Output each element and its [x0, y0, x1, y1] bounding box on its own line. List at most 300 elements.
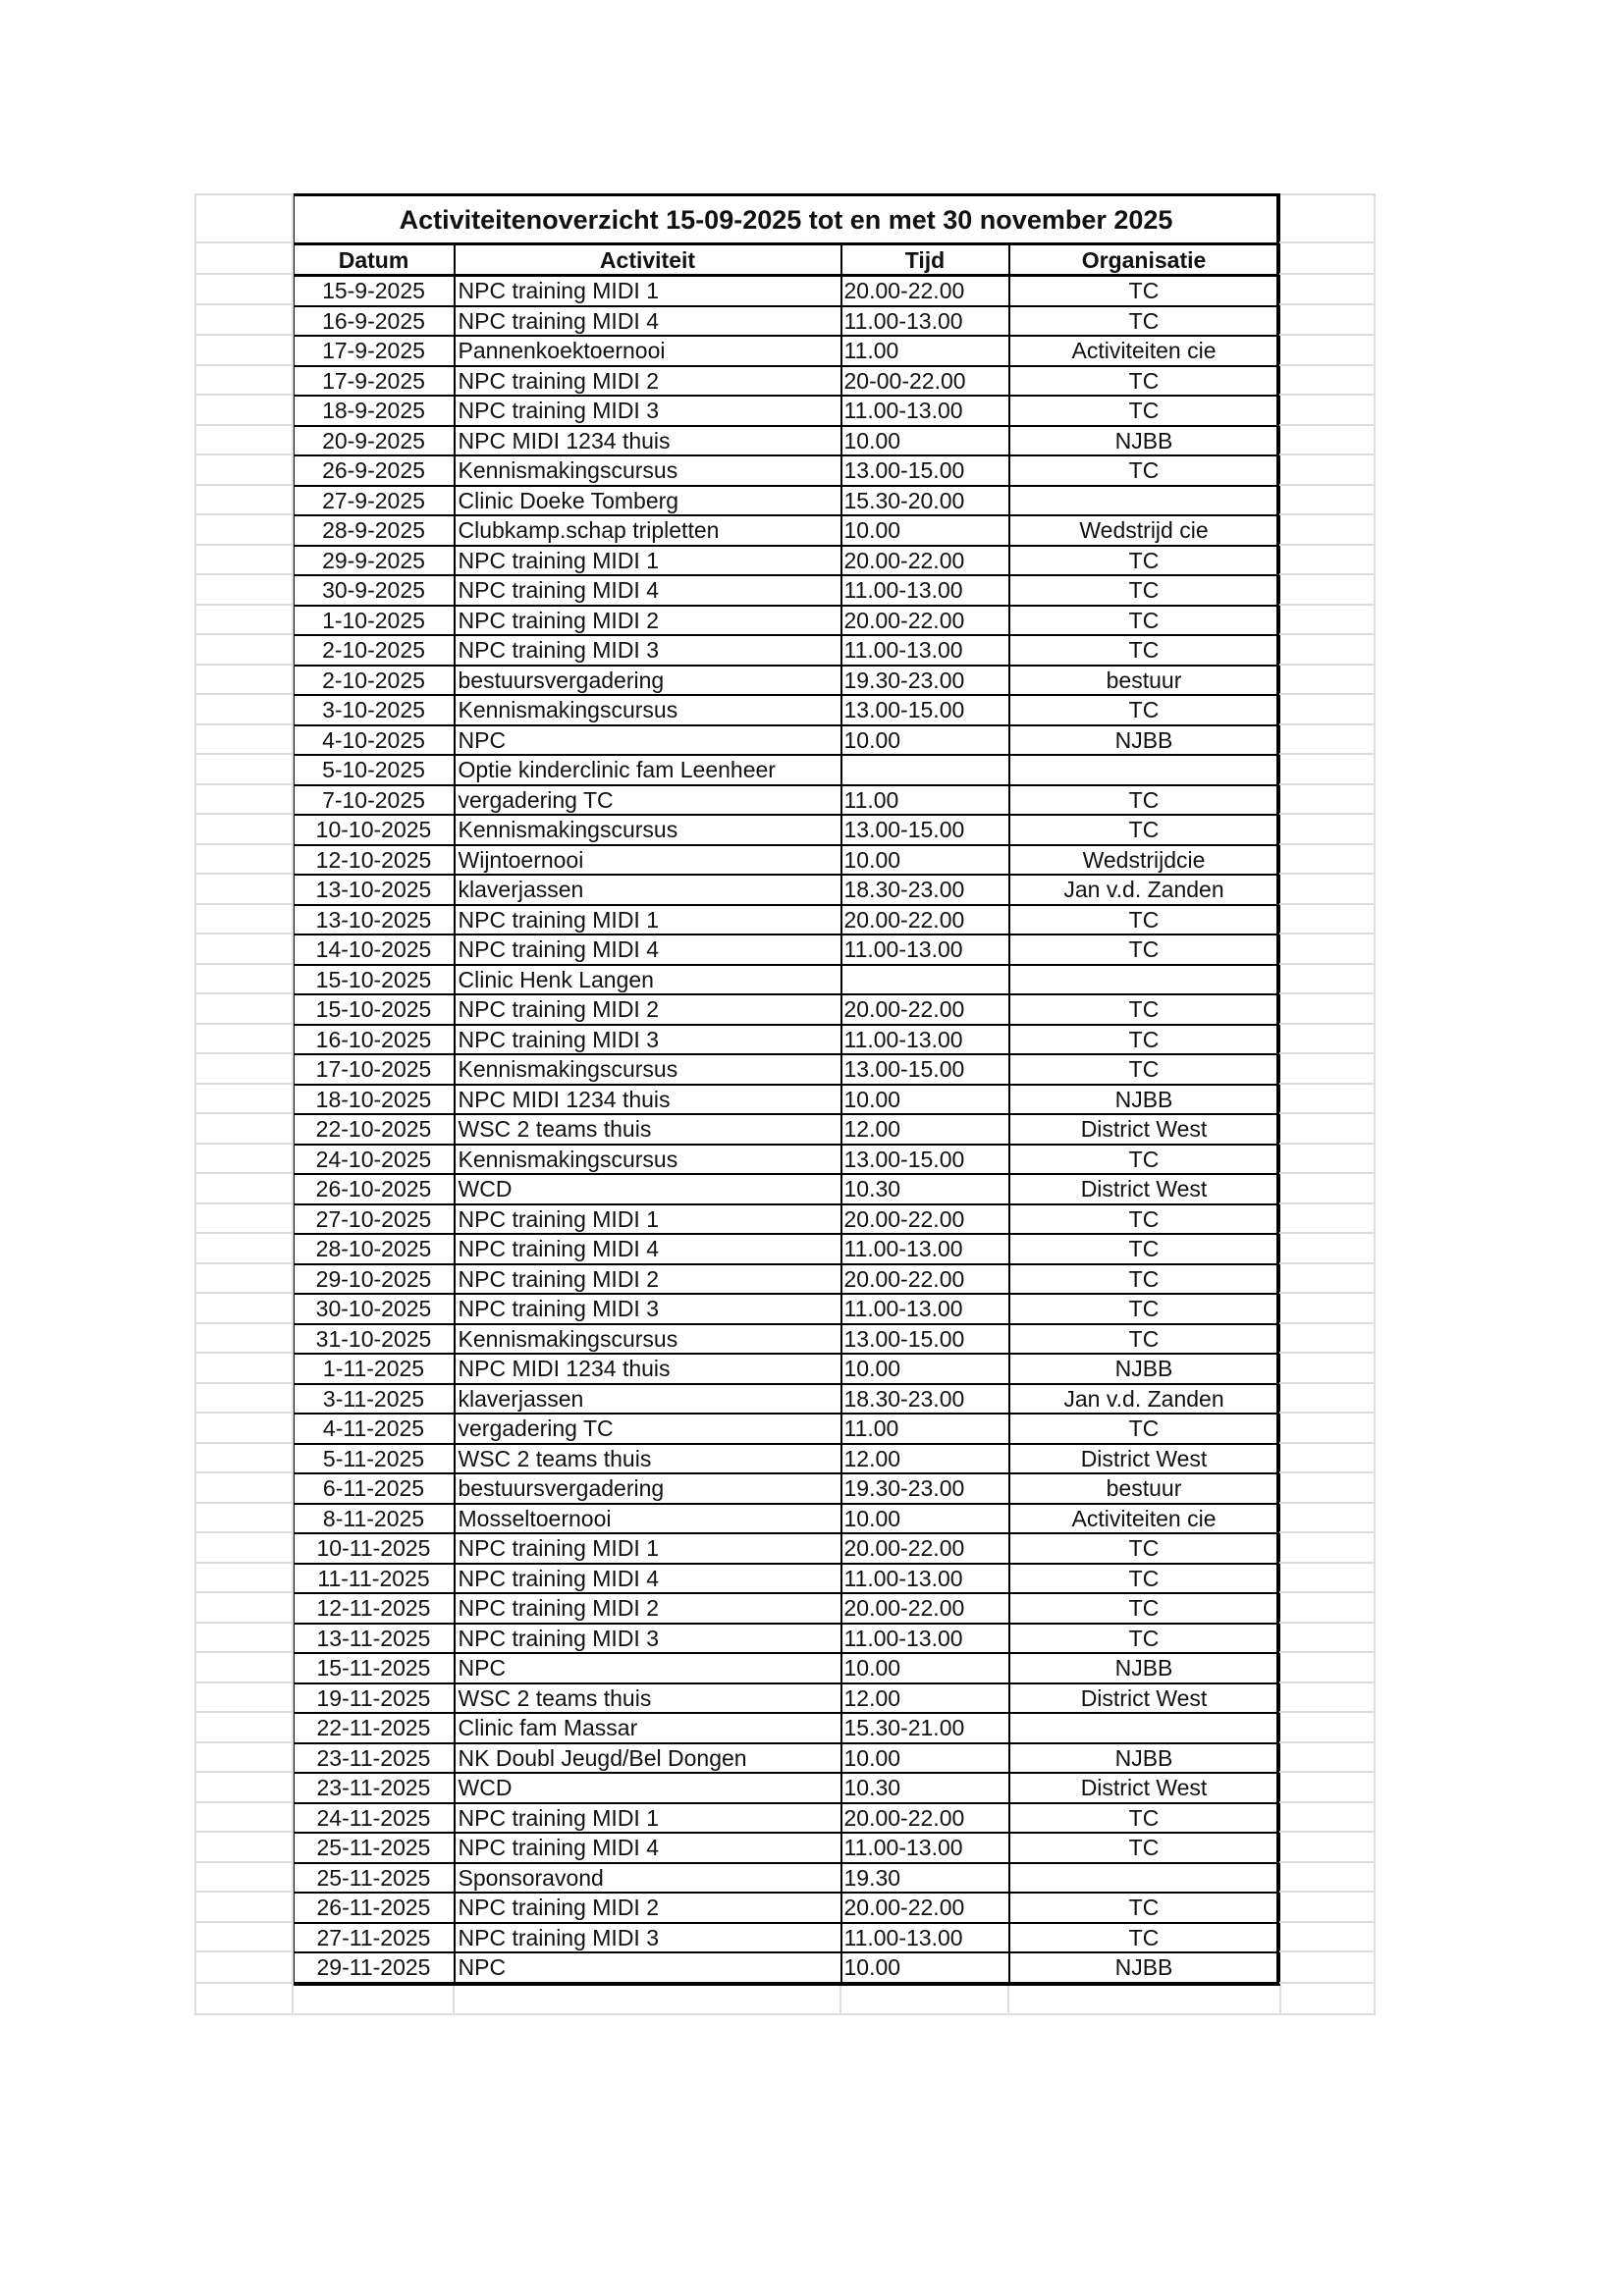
gridline: [1279, 1232, 1376, 1234]
gridline: [1279, 1982, 1376, 1984]
table-row: [294, 366, 1279, 397]
table-row: [294, 1264, 1279, 1295]
table-row: [294, 1114, 1279, 1145]
cell-datum: 23-11-2025: [294, 1773, 455, 1803]
cell-activiteit: Kennismakingscursus: [455, 1324, 841, 1355]
gridline: [194, 544, 292, 546]
gridline: [194, 1531, 292, 1533]
cell-organisatie: Jan v.d. Zanden: [1009, 1384, 1279, 1415]
column-header-organisatie: Organisatie: [1009, 244, 1279, 276]
table-row: [294, 606, 1279, 636]
gridline: [1279, 1831, 1376, 1833]
gridline: [1374, 1986, 1376, 2015]
cell-datum: 5-11-2025: [294, 1444, 455, 1474]
activity-table: [292, 193, 1280, 1986]
cell-organisatie: [1009, 755, 1279, 785]
cell-tijd: 10.00: [841, 845, 1009, 876]
gridline: [194, 424, 292, 426]
cell-organisatie: TC: [1009, 1923, 1279, 1953]
cell-organisatie: NJBB: [1009, 426, 1279, 456]
cell-activiteit: NPC training MIDI 4: [455, 306, 841, 337]
cell-tijd: 18.30-23.00: [841, 1384, 1009, 1415]
gridline: [1279, 273, 1376, 275]
cell-datum: 17-9-2025: [294, 336, 455, 366]
cell-activiteit: NPC training MIDI 3: [455, 1294, 841, 1324]
cell-tijd: 10.00: [841, 725, 1009, 756]
gridline: [1279, 1562, 1376, 1564]
cell-activiteit: NPC training MIDI 2: [455, 1893, 841, 1923]
cell-organisatie: TC: [1009, 1803, 1279, 1834]
cell-activiteit: NPC training MIDI 2: [455, 1264, 841, 1295]
cell-datum: 28-10-2025: [294, 1234, 455, 1264]
cell-organisatie: TC: [1009, 546, 1279, 576]
cell-organisatie: bestuur: [1009, 1473, 1279, 1504]
cell-tijd: 18.30-23.00: [841, 875, 1009, 905]
cell-organisatie: TC: [1009, 396, 1279, 426]
gridline: [292, 193, 294, 1986]
cell-organisatie: NJBB: [1009, 1354, 1279, 1384]
cell-tijd: 20.00-22.00: [841, 1803, 1009, 1834]
cell-tijd: 11.00-13.00: [841, 575, 1009, 606]
cell-organisatie: TC: [1009, 1324, 1279, 1355]
cell-tijd: 10.00: [841, 1653, 1009, 1683]
cell-organisatie: TC: [1009, 994, 1279, 1025]
gridline: [1279, 1262, 1376, 1264]
cell-activiteit: Mosseltoernooi: [455, 1504, 841, 1534]
gridline: [1279, 843, 1376, 845]
cell-organisatie: TC: [1009, 1234, 1279, 1264]
table-row: [294, 1683, 1279, 1714]
cell-datum: 19-11-2025: [294, 1683, 455, 1714]
gridline: [194, 664, 292, 666]
gridline: [194, 1352, 292, 1354]
cell-tijd: 12.00: [841, 1683, 1009, 1714]
gridline: [1279, 1682, 1376, 1683]
cell-datum: 20-9-2025: [294, 426, 455, 456]
cell-datum: 6-11-2025: [294, 1473, 455, 1504]
cell-activiteit: WCD: [455, 1773, 841, 1803]
gridline: [194, 1202, 292, 1204]
gridline: [194, 273, 292, 275]
title-row: [294, 195, 1279, 244]
gridline: [292, 1986, 294, 2015]
cell-datum: 30-9-2025: [294, 575, 455, 606]
gridline: [194, 1382, 292, 1384]
cell-datum: 13-10-2025: [294, 905, 455, 935]
cell-organisatie: bestuur: [1009, 666, 1279, 696]
gridline: [1279, 394, 1376, 396]
gridline: [194, 1986, 196, 2015]
cell-datum: 18-10-2025: [294, 1085, 455, 1115]
cell-activiteit: Optie kinderclinic fam Leenheer: [455, 755, 841, 785]
cell-tijd: 20.00-22.00: [841, 276, 1009, 306]
column-header-tijd: Tijd: [841, 244, 1009, 276]
cell-tijd: 11.00: [841, 785, 1009, 816]
gridline: [1279, 241, 1376, 243]
gridline: [194, 394, 292, 396]
gridline: [194, 484, 292, 486]
cell-tijd: 11.00-13.00: [841, 1294, 1009, 1324]
gridline: [194, 1322, 292, 1324]
cell-datum: 12-11-2025: [294, 1593, 455, 1624]
cell-organisatie: TC: [1009, 1294, 1279, 1324]
table-row: [294, 1773, 1279, 1803]
cell-activiteit: Clubkamp.schap tripletten: [455, 515, 841, 546]
cell-activiteit: NPC training MIDI 3: [455, 1923, 841, 1953]
gridline: [1279, 1531, 1376, 1533]
cell-organisatie: TC: [1009, 695, 1279, 725]
cell-activiteit: NPC training MIDI 1: [455, 276, 841, 306]
cell-datum: 5-10-2025: [294, 755, 455, 785]
cell-tijd: 13.00-15.00: [841, 815, 1009, 845]
cell-activiteit: vergadering TC: [455, 785, 841, 816]
gridline: [1279, 1651, 1376, 1653]
cell-activiteit: WSC 2 teams thuis: [455, 1683, 841, 1714]
table-row: [294, 905, 1279, 935]
gridline: [194, 1651, 292, 1653]
cell-tijd: 20.00-22.00: [841, 1204, 1009, 1235]
cell-tijd: 20.00-22.00: [841, 546, 1009, 576]
cell-organisatie: Activiteiten cie: [1009, 1504, 1279, 1534]
table-row: [294, 276, 1279, 306]
cell-activiteit: NPC training MIDI 4: [455, 575, 841, 606]
cell-activiteit: NPC training MIDI 3: [455, 396, 841, 426]
cell-datum: 17-9-2025: [294, 366, 455, 397]
cell-organisatie: TC: [1009, 1264, 1279, 1295]
cell-datum: 22-11-2025: [294, 1713, 455, 1743]
gridline: [1279, 1442, 1376, 1444]
cell-tijd: 11.00: [841, 1414, 1009, 1444]
cell-tijd: 15.30-20.00: [841, 486, 1009, 516]
cell-organisatie: Jan v.d. Zanden: [1009, 875, 1279, 905]
cell-datum: 10-10-2025: [294, 815, 455, 845]
cell-organisatie: NJBB: [1009, 1085, 1279, 1115]
gridline: [1279, 633, 1376, 635]
cell-datum: 15-9-2025: [294, 276, 455, 306]
table-row: [294, 635, 1279, 666]
cell-organisatie: District West: [1009, 1773, 1279, 1803]
gridline: [194, 334, 292, 336]
gridline: [194, 1502, 292, 1504]
gridline: [1279, 573, 1376, 575]
cell-tijd: 19.30-23.00: [841, 1473, 1009, 1504]
cell-activiteit: NPC: [455, 725, 841, 756]
table-row: [294, 845, 1279, 876]
table-row: [294, 1294, 1279, 1324]
cell-datum: 14-10-2025: [294, 934, 455, 965]
cell-organisatie: TC: [1009, 1833, 1279, 1863]
cell-organisatie: TC: [1009, 1893, 1279, 1923]
cell-activiteit: Clinic Doeke Tomberg: [455, 486, 841, 516]
cell-tijd: 20.00-22.00: [841, 1593, 1009, 1624]
cell-activiteit: Kennismakingscursus: [455, 815, 841, 845]
cell-datum: 15-11-2025: [294, 1653, 455, 1683]
table-row: [294, 965, 1279, 995]
table-row: [294, 994, 1279, 1025]
cell-datum: 31-10-2025: [294, 1324, 455, 1355]
cell-organisatie: Activiteiten cie: [1009, 336, 1279, 366]
cell-tijd: 20-00-22.00: [841, 366, 1009, 397]
gridline: [194, 454, 292, 455]
cell-tijd: [841, 755, 1009, 785]
table-row: [294, 695, 1279, 725]
gridline: [194, 1292, 292, 1294]
gridline: [194, 1052, 292, 1054]
gridline: [1279, 1202, 1376, 1204]
cell-tijd: 20.00-22.00: [841, 994, 1009, 1025]
gridline: [1279, 783, 1376, 785]
cell-datum: 27-10-2025: [294, 1204, 455, 1235]
gridline: [1279, 903, 1376, 905]
table-row: [294, 1533, 1279, 1564]
cell-datum: 3-10-2025: [294, 695, 455, 725]
table-row: [294, 1354, 1279, 1384]
cell-tijd: 15.30-21.00: [841, 1713, 1009, 1743]
table-row: [294, 1713, 1279, 1743]
cell-tijd: 11.00-13.00: [841, 1234, 1009, 1264]
cell-datum: 1-11-2025: [294, 1354, 455, 1384]
cell-activiteit: Kennismakingscursus: [455, 455, 841, 486]
gridline: [1279, 1172, 1376, 1174]
table-row: [294, 1504, 1279, 1534]
gridline: [1279, 364, 1376, 366]
gridline: [1279, 303, 1376, 305]
cell-activiteit: Kennismakingscursus: [455, 1054, 841, 1085]
table-row: [294, 546, 1279, 576]
cell-organisatie: NJBB: [1009, 725, 1279, 756]
gridline: [194, 1682, 292, 1683]
cell-tijd: 10.00: [841, 1952, 1009, 1984]
gridline: [194, 843, 292, 845]
cell-datum: 7-10-2025: [294, 785, 455, 816]
gridline: [1279, 604, 1376, 606]
gridline: [1279, 1143, 1376, 1145]
gridline: [194, 573, 292, 575]
table-body: [294, 276, 1279, 1984]
cell-tijd: 13.00-15.00: [841, 1145, 1009, 1175]
cell-datum: 1-10-2025: [294, 606, 455, 636]
table-row: [294, 1624, 1279, 1654]
cell-organisatie: NJBB: [1009, 1952, 1279, 1984]
cell-activiteit: Kennismakingscursus: [455, 1145, 841, 1175]
cell-datum: 28-9-2025: [294, 515, 455, 546]
cell-datum: 25-11-2025: [294, 1863, 455, 1894]
cell-tijd: [841, 965, 1009, 995]
cell-tijd: 10.30: [841, 1174, 1009, 1204]
cell-datum: 2-10-2025: [294, 635, 455, 666]
cell-tijd: 11.00-13.00: [841, 1833, 1009, 1863]
cell-activiteit: WSC 2 teams thuis: [455, 1114, 841, 1145]
table-row: [294, 1054, 1279, 1085]
cell-organisatie: TC: [1009, 905, 1279, 935]
cell-datum: 10-11-2025: [294, 1533, 455, 1564]
cell-activiteit: NK Doubl Jeugd/Bel Dongen: [455, 1743, 841, 1774]
cell-activiteit: klaverjassen: [455, 1384, 841, 1415]
table-row: [294, 1204, 1279, 1235]
cell-datum: 23-11-2025: [294, 1743, 455, 1774]
cell-activiteit: NPC MIDI 1234 thuis: [455, 1354, 841, 1384]
cell-organisatie: TC: [1009, 606, 1279, 636]
cell-organisatie: [1009, 1863, 1279, 1894]
cell-activiteit: bestuursvergadering: [455, 666, 841, 696]
gridline: [194, 1591, 292, 1593]
cell-activiteit: NPC training MIDI 3: [455, 1624, 841, 1654]
cell-activiteit: NPC training MIDI 2: [455, 606, 841, 636]
table-row: [294, 336, 1279, 366]
gridline: [1279, 963, 1376, 965]
cell-datum: 11-11-2025: [294, 1564, 455, 1594]
column-header-datum: Datum: [294, 244, 455, 276]
cell-organisatie: TC: [1009, 1593, 1279, 1624]
cell-activiteit: NPC: [455, 1653, 841, 1683]
cell-organisatie: District West: [1009, 1114, 1279, 1145]
cell-datum: 26-10-2025: [294, 1174, 455, 1204]
cell-activiteit: NPC training MIDI 1: [455, 546, 841, 576]
cell-organisatie: TC: [1009, 455, 1279, 486]
cell-datum: 27-11-2025: [294, 1923, 455, 1953]
gridline: [194, 604, 292, 606]
cell-tijd: 11.00-13.00: [841, 306, 1009, 337]
gridline: [1279, 544, 1376, 546]
cell-datum: 27-9-2025: [294, 486, 455, 516]
cell-activiteit: NPC training MIDI 4: [455, 1564, 841, 1594]
cell-datum: 13-11-2025: [294, 1624, 455, 1654]
gridline: [1279, 1891, 1376, 1893]
table-row: [294, 815, 1279, 845]
table-row: [294, 306, 1279, 337]
cell-organisatie: TC: [1009, 306, 1279, 337]
gridline: [194, 1921, 292, 1923]
cell-tijd: 11.00: [841, 336, 1009, 366]
cell-organisatie: TC: [1009, 1624, 1279, 1654]
gridline: [194, 1412, 292, 1414]
table-row: [294, 1833, 1279, 1863]
table-row: [294, 1234, 1279, 1264]
cell-activiteit: Sponsoravond: [455, 1863, 841, 1894]
cell-organisatie: NJBB: [1009, 1653, 1279, 1683]
cell-organisatie: TC: [1009, 1414, 1279, 1444]
cell-datum: 15-10-2025: [294, 994, 455, 1025]
cell-tijd: 10.00: [841, 1354, 1009, 1384]
cell-organisatie: TC: [1009, 934, 1279, 965]
table-row: [294, 455, 1279, 486]
cell-datum: 25-11-2025: [294, 1833, 455, 1863]
cell-tijd: 20.00-22.00: [841, 1893, 1009, 1923]
gridline: [194, 1831, 292, 1833]
gridline: [194, 903, 292, 905]
gridline: [194, 1891, 292, 1893]
table-row: [294, 1952, 1279, 1984]
cell-activiteit: WCD: [455, 1174, 841, 1204]
cell-organisatie: NJBB: [1009, 1743, 1279, 1774]
gridline: [1279, 693, 1376, 695]
gridline: [1279, 1591, 1376, 1593]
cell-datum: 4-11-2025: [294, 1414, 455, 1444]
cell-tijd: 13.00-15.00: [841, 695, 1009, 725]
cell-datum: 24-11-2025: [294, 1803, 455, 1834]
gridline: [194, 633, 292, 635]
table-row: [294, 755, 1279, 785]
gridline: [1279, 1112, 1376, 1114]
gridline: [1279, 664, 1376, 666]
gridline: [194, 1083, 292, 1085]
cell-organisatie: TC: [1009, 1564, 1279, 1594]
cell-organisatie: [1009, 486, 1279, 516]
cell-activiteit: Kennismakingscursus: [455, 695, 841, 725]
gridline: [1279, 1382, 1376, 1384]
gridline: [194, 723, 292, 725]
cell-activiteit: Wijntoernooi: [455, 845, 841, 876]
table-row: [294, 1324, 1279, 1355]
gridline: [1279, 334, 1376, 336]
cell-activiteit: Pannenkoektoernooi: [455, 336, 841, 366]
table-row: [294, 1384, 1279, 1415]
table-row: [294, 1863, 1279, 1894]
table-row: [294, 725, 1279, 756]
table-row: [294, 1174, 1279, 1204]
cell-organisatie: Wedstrijd cie: [1009, 515, 1279, 546]
cell-datum: 8-11-2025: [294, 1504, 455, 1534]
cell-datum: 16-9-2025: [294, 306, 455, 337]
gridline: [1279, 753, 1376, 755]
table-row: [294, 1414, 1279, 1444]
cell-tijd: 10.30: [841, 1773, 1009, 1803]
gridline: [1279, 1502, 1376, 1504]
gridline: [1279, 1052, 1376, 1054]
gridline: [194, 364, 292, 366]
gridline: [194, 1741, 292, 1743]
gridline: [194, 1562, 292, 1564]
gridline: [194, 813, 292, 815]
cell-tijd: 11.00-13.00: [841, 1564, 1009, 1594]
gridline: [194, 1861, 292, 1863]
cell-organisatie: [1009, 1713, 1279, 1743]
cell-datum: 29-9-2025: [294, 546, 455, 576]
cell-organisatie: District West: [1009, 1444, 1279, 1474]
gridline: [194, 1950, 292, 1952]
cell-datum: 18-9-2025: [294, 396, 455, 426]
gridline: [194, 783, 292, 785]
gridline: [194, 1112, 292, 1114]
cell-organisatie: TC: [1009, 1533, 1279, 1564]
gridline: [194, 1143, 292, 1145]
cell-organisatie: TC: [1009, 276, 1279, 306]
gridline: [1007, 1986, 1009, 2015]
cell-tijd: 10.00: [841, 1504, 1009, 1534]
cell-datum: 30-10-2025: [294, 1294, 455, 1324]
cell-tijd: 13.00-15.00: [841, 455, 1009, 486]
gridline: [1279, 933, 1376, 934]
cell-activiteit: Clinic Henk Langen: [455, 965, 841, 995]
cell-tijd: 13.00-15.00: [841, 1054, 1009, 1085]
gridline: [194, 753, 292, 755]
cell-activiteit: NPC training MIDI 4: [455, 1234, 841, 1264]
gridline: [194, 1262, 292, 1264]
cell-tijd: 10.00: [841, 515, 1009, 546]
cell-activiteit: vergadering TC: [455, 1414, 841, 1444]
cell-activiteit: NPC MIDI 1234 thuis: [455, 1085, 841, 1115]
cell-datum: 13-10-2025: [294, 875, 455, 905]
cell-organisatie: TC: [1009, 635, 1279, 666]
cell-datum: 17-10-2025: [294, 1054, 455, 1085]
table-row: [294, 1743, 1279, 1774]
cell-activiteit: NPC MIDI 1234 thuis: [455, 426, 841, 456]
gridline: [1279, 723, 1376, 725]
gridline: [1279, 513, 1376, 515]
cell-organisatie: District West: [1009, 1683, 1279, 1714]
cell-datum: 4-10-2025: [294, 725, 455, 756]
gridline: [194, 513, 292, 515]
